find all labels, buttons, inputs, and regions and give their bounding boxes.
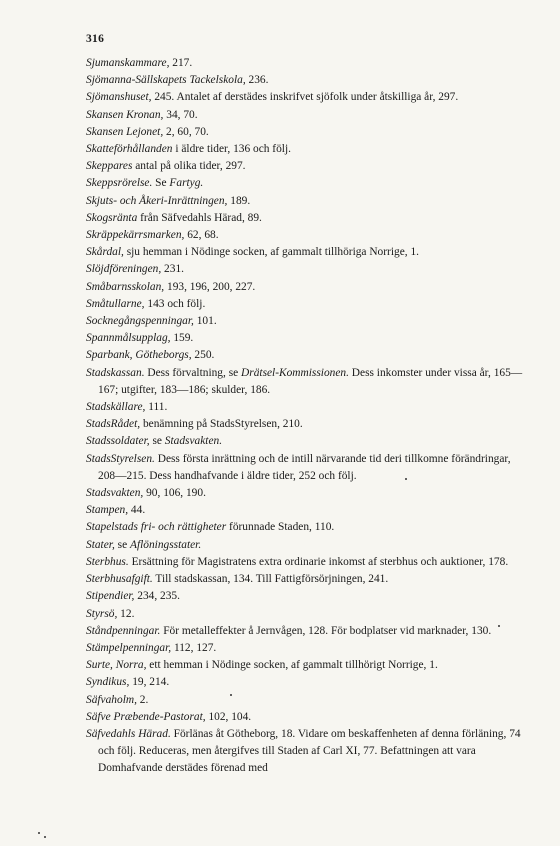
index-entry	[86, 141, 524, 158]
ink-speck	[498, 625, 500, 627]
ink-speck	[38, 832, 40, 834]
index-list	[86, 55, 524, 778]
index-entry	[86, 279, 524, 296]
entry-text: 112, 127.	[171, 641, 217, 654]
index-entry	[86, 107, 524, 124]
index-entry	[86, 726, 524, 778]
entry-text: 234, 235.	[134, 590, 180, 603]
index-entry	[86, 709, 524, 726]
index-entry	[86, 485, 524, 502]
entry-term: Skogsränta	[86, 211, 138, 224]
index-entry	[86, 606, 524, 623]
index-entry	[86, 158, 524, 175]
entry-term: Skeppsrörelse.	[86, 177, 153, 190]
index-entry	[86, 55, 524, 72]
entry-term: Socknegångspenningar,	[86, 315, 194, 328]
index-entry	[86, 451, 524, 485]
entry-text: 12.	[117, 607, 135, 620]
index-entry	[86, 640, 524, 657]
entry-text: se	[114, 538, 130, 551]
index-entry	[86, 313, 524, 330]
entry-text: 143 och följ.	[144, 297, 206, 310]
entry-text: ett hemman i Nödinge socken, af gammalt tillhörigt Norrige, 1.	[146, 659, 438, 672]
entry-term: Stadskassan.	[86, 366, 145, 379]
entry-term: Skeppares	[86, 160, 133, 173]
entry-text: För metalleffekter å Jernvågen, 128. För bodplatser vid marknader, 130.	[160, 624, 492, 637]
index-entry	[86, 244, 524, 261]
entry-text: 236.	[245, 74, 269, 87]
index-entry	[86, 416, 524, 433]
entry-text: Se	[152, 177, 170, 190]
entry-text: Dess inkomster under vissa år, 165—167; utgifter, 183—186; skulder, 186.	[98, 366, 523, 396]
entry-term: Stipendier,	[86, 590, 135, 603]
entry-term: Skjuts- och Åkeri-Inrättningen,	[86, 194, 228, 207]
index-entry	[86, 571, 524, 588]
entry-text: 90, 106, 190.	[143, 487, 206, 500]
index-entry	[86, 261, 524, 278]
index-entry	[86, 657, 524, 674]
index-entry	[86, 674, 524, 691]
index-entry	[86, 227, 524, 244]
entry-term: StadsRådet,	[86, 418, 141, 431]
ink-speck	[44, 836, 46, 838]
index-entry	[86, 72, 524, 89]
entry-term: Säfve Præbende-Pastorat,	[86, 710, 206, 723]
ink-speck	[405, 478, 407, 480]
entry-term: Stämpelpenningar,	[86, 641, 172, 654]
entry-text: från Säfvedahls Härad, 89.	[137, 211, 262, 224]
entry-term: Småbarnsskolan,	[86, 280, 165, 293]
entry-reference: Fartyg.	[169, 177, 204, 190]
index-entry	[86, 89, 524, 106]
index-entry	[86, 502, 524, 519]
entry-text: se	[149, 435, 165, 448]
entry-term: Sparbank, Götheborgs,	[86, 349, 192, 362]
entry-term: Ståndpenningar.	[86, 624, 161, 637]
entry-term: Slöjdföreningen,	[86, 263, 162, 276]
index-entry	[86, 296, 524, 313]
index-entry	[86, 347, 524, 364]
entry-text: Förlänas åt Götheborg, 18. Vidare om beskaffenheten af denna förläning, 74 och följ. Reduceras, men återgifves till Staden af Carl XI, 77. Befattningen att vara Domhafvande derstädes förenad med	[98, 727, 521, 775]
entry-text: 159.	[170, 332, 194, 345]
entry-term: Säfvedahls Härad.	[86, 727, 171, 740]
index-entry	[86, 124, 524, 141]
entry-term: Stadssoldater,	[86, 435, 150, 448]
entry-term: Spannmålsupplag,	[86, 332, 171, 345]
index-entry	[86, 537, 524, 554]
entry-term: Stadsvakten,	[86, 487, 144, 500]
entry-text: 250.	[191, 349, 215, 362]
entry-term: Styrsö,	[86, 607, 118, 620]
index-entry	[86, 692, 524, 709]
entry-text: benämning på StadsStyrelsen, 210.	[140, 418, 303, 431]
entry-text: Dess första inrättning och de intill närvarande tid deri tillkomne förändringar, 208—215. Dess handhafvande i äldre tider, 252 och följ.	[98, 452, 511, 482]
entry-term: Syndikus,	[86, 676, 130, 689]
entry-text: 62, 68.	[184, 229, 219, 242]
index-entry	[86, 519, 524, 536]
index-entry	[86, 193, 524, 210]
entry-reference: Aflöningsstater.	[129, 538, 202, 551]
index-entry	[86, 365, 524, 399]
index-entry	[86, 330, 524, 347]
entry-text: 2.	[136, 693, 149, 706]
entry-text: 101.	[193, 315, 217, 328]
entry-term: Skansen Kronan,	[86, 108, 164, 121]
entry-text: sju hemman i Nödinge socken, af gammalt tillhöriga Norrige, 1.	[123, 246, 419, 259]
entry-term: Småtullarne,	[86, 297, 145, 310]
entry-text: 217.	[169, 57, 193, 69]
entry-text: 111.	[145, 401, 168, 414]
index-entry	[86, 433, 524, 450]
page-number: 316	[86, 33, 105, 45]
entry-text: 34, 70.	[163, 108, 198, 121]
entry-text: 19, 214.	[129, 676, 170, 689]
entry-text: förunnade Staden, 110.	[226, 521, 335, 534]
entry-term: Sjömanshuset,	[86, 91, 152, 104]
entry-term: Sjömanna-Sällskapets Tackelskola,	[86, 74, 246, 87]
entry-term: Sterbhusafgift.	[86, 573, 153, 586]
entry-term: Skräppekärrsmarken,	[86, 229, 185, 242]
entry-text: 193, 196, 200, 227.	[164, 280, 256, 293]
entry-text: Till stadskassan, 134. Till Fattigförsörjningen, 241.	[152, 573, 389, 586]
entry-term: Stampen,	[86, 504, 129, 517]
entry-term: Surte, Norra,	[86, 659, 147, 672]
entry-text: Dess förvaltning, se	[144, 366, 242, 379]
entry-text: 231.	[161, 263, 184, 276]
entry-term: Sjumanskammare,	[86, 57, 170, 69]
entry-term: Stater,	[86, 538, 115, 551]
entry-text: 189.	[227, 194, 251, 207]
entry-term: Stapelstads fri- och rättigheter	[86, 521, 227, 534]
entry-text: Ersättning för Magistratens extra ordinarie inkomst af sterbhus och auktioner, 178.	[128, 555, 509, 568]
index-entry	[86, 210, 524, 227]
index-entry	[86, 588, 524, 605]
ink-speck	[230, 694, 232, 696]
index-entry	[86, 623, 524, 640]
entry-term: Skansen Lejonet,	[86, 125, 164, 138]
entry-text: antal på olika tider, 297.	[132, 160, 246, 173]
entry-reference: Stadsvakten.	[164, 435, 223, 448]
entry-text: 2, 60, 70.	[163, 125, 209, 138]
entry-term: Säfvaholm,	[86, 693, 137, 706]
entry-term: Skatteförhållanden	[86, 143, 173, 156]
index-entry	[86, 554, 524, 571]
entry-text: 44.	[128, 504, 146, 517]
entry-term: Skårdal,	[86, 246, 124, 259]
entry-text: i äldre tider, 136 och följ.	[172, 143, 291, 156]
entry-text: 102, 104.	[205, 710, 252, 723]
entry-term: Sterbhus.	[86, 555, 129, 568]
entry-term: Stadskällare,	[86, 401, 146, 414]
index-entry	[86, 175, 524, 192]
index-entry	[86, 399, 524, 416]
entry-reference: Drätsel-Kommissionen.	[241, 366, 349, 379]
entry-term: StadsStyrelsen.	[86, 452, 155, 465]
entry-text: 245. Antalet af derstädes inskrifvet sjöfolk under åtskilliga år, 297.	[151, 91, 459, 104]
